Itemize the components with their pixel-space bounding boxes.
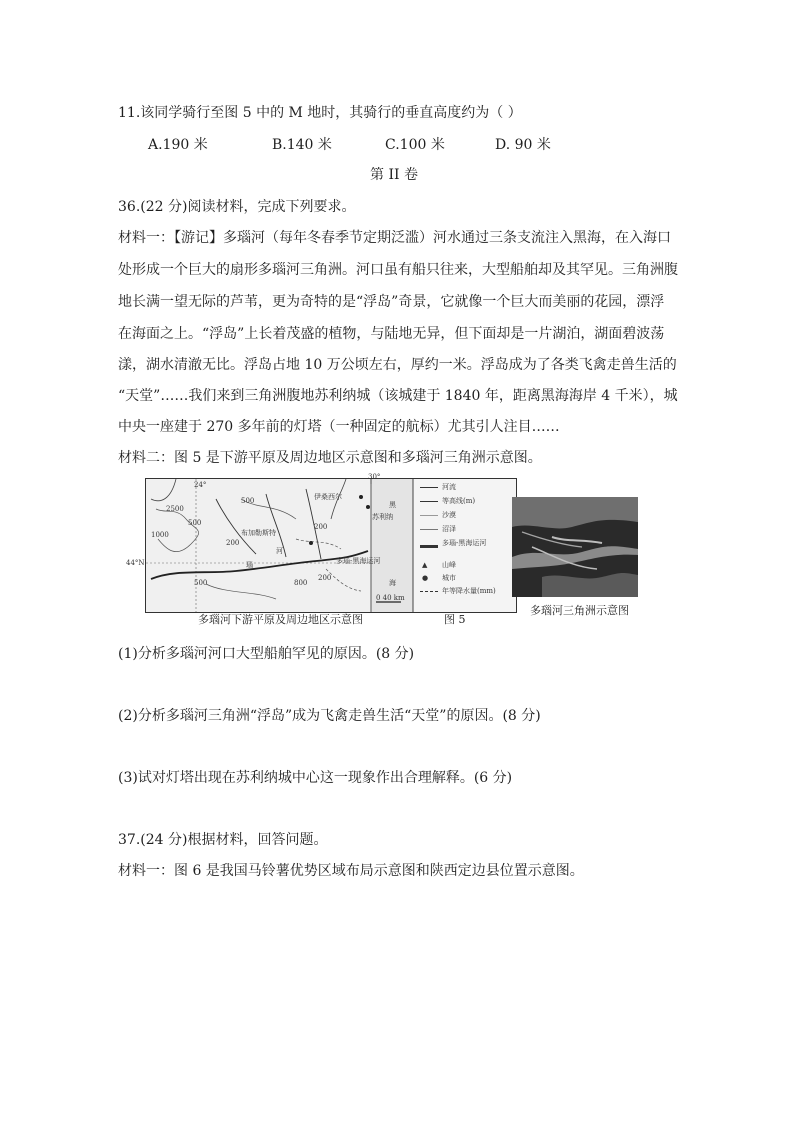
map-label-24: 24° (194, 481, 207, 489)
map-label-river: 河 (276, 547, 283, 555)
legend-city: 城市 (442, 574, 456, 582)
map-label-500a: 500 (188, 519, 202, 527)
subquestion-1: (1)分析多瑙河河口大型船舶罕见的原因。(8 分) (118, 646, 415, 662)
map-label-2500: 2500 (166, 505, 184, 513)
subquestion-3: (3)试对灯塔出现在苏利纳城中心这一现象作出合理解释。(6 分) (118, 770, 513, 786)
map-label-200c: 200 (318, 574, 332, 582)
legend-precip: 年等降水量(mm) (442, 587, 496, 595)
map-label-30: 30° (368, 473, 381, 481)
option-a: A.190 米 (148, 137, 208, 153)
map-label-500c: 500 (241, 497, 255, 505)
map-label-1000a: 1000 (151, 531, 169, 539)
figure-caption-delta: 多瑙河三角洲示意图 (530, 604, 629, 617)
legend-river-icon (420, 487, 438, 488)
question-37-material1: 材料一：图 6 是我国马铃薯优势区域布局示意图和陕西定边县位置示意图。 (118, 863, 584, 879)
legend-contour: 等高线(m) (442, 497, 476, 505)
legend-swamp-icon (420, 529, 438, 530)
map-label-sulina: 苏利纳 (372, 513, 393, 521)
figure-caption-map: 多瑙河下游平原及周边地区示意图 (198, 613, 363, 626)
legend-city-icon: ● (422, 574, 429, 582)
map-label-sea: 海 (389, 579, 396, 587)
legend-peak-icon: ▲ (422, 561, 428, 569)
subquestion-2: (2)分析多瑙河三角洲“浮岛”成为飞禽走兽生活“天堂”的原因。(8 分) (118, 708, 541, 724)
legend-river: 河流 (442, 483, 456, 491)
material1-line-2: 处形成一个巨大的扇形多瑙河三角洲。河口虽有船只往来，大型船舶却及其罕见。三角洲腹 (118, 262, 678, 278)
map-label-200b: 200 (314, 523, 328, 531)
legend-peak: 山峰 (442, 561, 456, 569)
map-label-canal: 多瑙-黑海运河 (336, 557, 381, 565)
danube-delta-image (512, 497, 638, 597)
legend-contour-icon (420, 501, 438, 502)
lower-danube-map (126, 473, 517, 613)
option-b: B.140 米 (272, 137, 332, 153)
material1-line-1: 材料一：【游记】多瑙河（每年冬春季节定期泛滥）河水通过三条支流注入黑海，在入海口 (118, 230, 671, 246)
map-label-bucharest: 布加勒斯特 (241, 529, 276, 537)
legend-desert-icon (420, 515, 438, 516)
material1-line-3: 地长满一望无际的芦苇，更为奇特的是“浮岛”奇景，它就像一个巨大而美丽的花园，漂浮 (118, 294, 665, 310)
section-title: 第 II 卷 (370, 167, 418, 183)
question-11: 11.该同学骑行至图 5 中的 M 地时，其骑行的垂直高度约为（ ） (118, 105, 522, 121)
material1-line-6: “天堂”……我们来到三角洲腹地苏利纳城（该城建于 1840 年，距离黑海海岸 4 千米），城 (118, 388, 678, 404)
delta-drawing (512, 497, 638, 597)
option-c: C.100 米 (385, 137, 445, 153)
map-label-800: 800 (294, 579, 308, 587)
map-label-black: 黑 (389, 501, 396, 509)
question-36-header: 36.(22 分)阅读材料，完成下列要求。 (118, 199, 356, 215)
option-d: D. 90 米 (495, 137, 551, 153)
map-label-isaccea: 伊桑西尔 (314, 493, 342, 501)
map-label-200a: 200 (226, 539, 240, 547)
legend-canal: 多瑙-黑海运河 (442, 539, 487, 547)
map-scale: 0 40 km (376, 594, 405, 602)
material1-line-4: 在海面之上。“浮岛”上长着茂盛的植物，与陆地无异，但下面却是一片湖泊，湖面碧波荡 (118, 326, 665, 342)
question-37-header: 37.(24 分)根据材料，回答问题。 (118, 832, 328, 848)
map-label-44n: 44°N (126, 559, 145, 567)
material1-line-5: 漾，湖水清澈无比。浮岛占地 10 万公顷左右，厚约一米。浮岛成为了各类飞禽走兽生活的 (118, 357, 677, 373)
material1-line-7: 中央一座建于 270 多年前的灯塔（一种固定的航标）尤其引人注目…… (118, 419, 560, 435)
figure-number: 图 5 (444, 613, 466, 626)
legend-precip-icon (420, 591, 438, 593)
legend-desert: 沙漠 (442, 511, 456, 519)
map-label-500b: 500 (194, 579, 208, 587)
legend-canal-icon (420, 545, 438, 548)
map-label-danube: 瑙 (246, 561, 253, 569)
legend-swamp: 沼泽 (442, 525, 456, 533)
material2-text: 材料二：图 5 是下游平原及周边地区示意图和多瑙河三角洲示意图。 (118, 450, 542, 466)
